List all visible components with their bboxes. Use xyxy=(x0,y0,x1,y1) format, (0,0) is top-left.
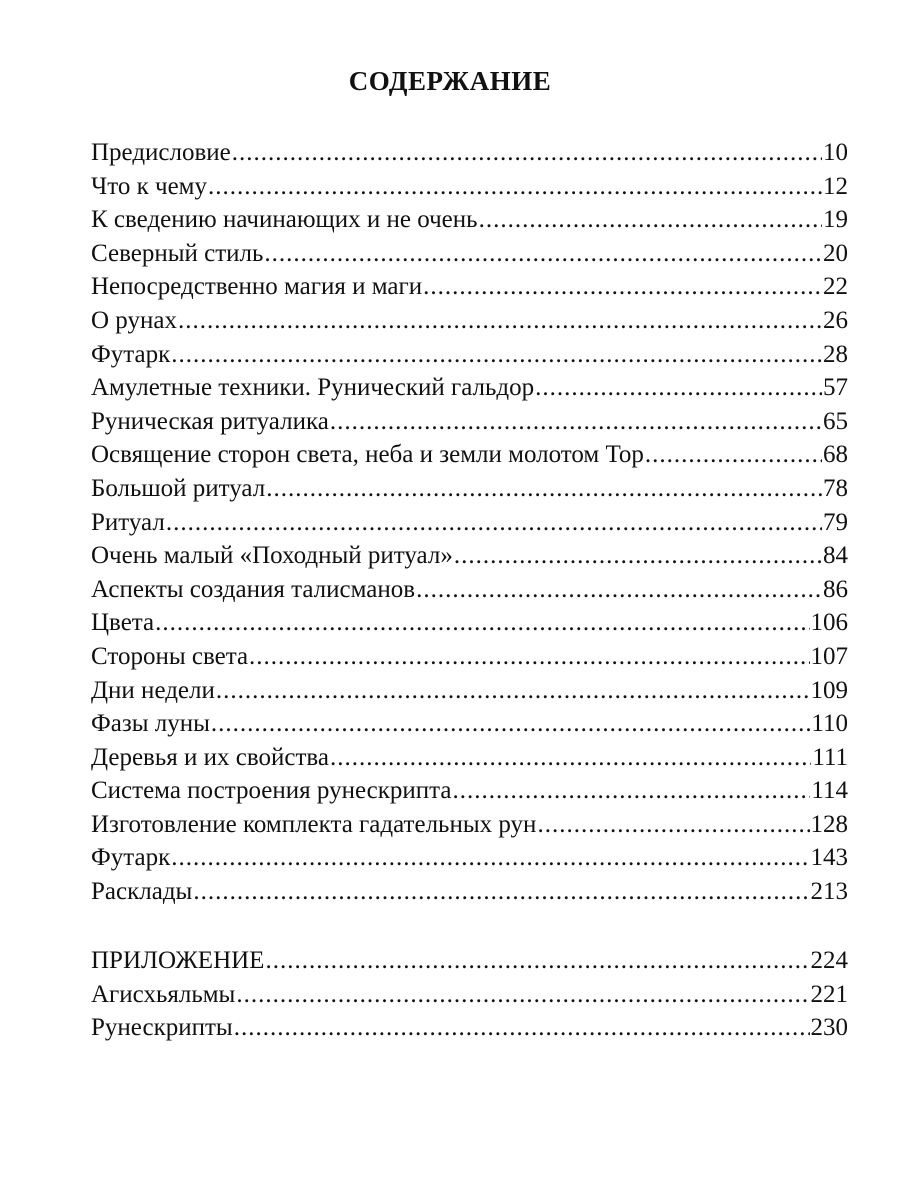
toc-entry xyxy=(91,640,848,674)
toc-entry-title: Освящение сторон света, неба и земли молотом Тор xyxy=(91,441,644,469)
toc-entry-page-number: 221 xyxy=(810,980,848,1008)
toc-entry-title: Большой ритуал xyxy=(91,474,266,502)
dot-leader xyxy=(535,371,822,405)
dot-leader xyxy=(178,304,822,338)
toc-entry-page-number: 224 xyxy=(810,947,848,974)
toc-entry-page-number: 26 xyxy=(823,306,848,334)
toc-entry xyxy=(91,944,848,978)
toc-entry-page-number: 10 xyxy=(823,139,848,166)
toc-entry-title: Что к чему xyxy=(91,172,207,200)
toc-entry-page-number: 107 xyxy=(810,642,848,670)
toc-entry-page-number: 78 xyxy=(823,474,848,502)
toc-entry-page-number: 22 xyxy=(823,273,848,301)
toc-entry-title: Северный стиль xyxy=(91,239,264,267)
toc-entry-page-number: 19 xyxy=(823,206,848,234)
table-of-contents xyxy=(91,136,848,909)
toc-entry-page-number: 65 xyxy=(823,407,848,435)
toc-entry-page-number: 28 xyxy=(823,340,848,368)
toc-entry-page-number: 230 xyxy=(810,1014,848,1042)
toc-entry xyxy=(91,170,848,204)
dot-leader xyxy=(232,136,822,170)
dot-leader xyxy=(249,640,809,674)
toc-entry-title: Непосредственно магия и маги xyxy=(91,273,423,301)
dot-leader xyxy=(453,774,811,808)
toc-entry xyxy=(91,405,848,439)
appendix-contents xyxy=(91,944,848,1045)
toc-entry-title: Футарк xyxy=(91,340,171,368)
toc-entry xyxy=(91,875,848,909)
toc-entry-page-number: 213 xyxy=(810,878,848,906)
toc-entry-page-number: 84 xyxy=(823,542,848,570)
toc-entry-page-number: 111 xyxy=(812,743,848,771)
toc-entry xyxy=(91,438,848,472)
toc-entry-title: Амулетные техники. Рунический гальдор xyxy=(91,374,535,402)
toc-entry-title: О рунах xyxy=(91,306,177,334)
toc-entry-title: Деревья и их свойства xyxy=(91,743,329,771)
toc-entry xyxy=(91,338,848,372)
toc-entry xyxy=(91,203,848,237)
toc-entry-title: Аспекты создания талисманов xyxy=(91,575,416,603)
dot-leader xyxy=(155,606,809,640)
toc-entry xyxy=(91,304,848,338)
toc-entry xyxy=(91,270,848,304)
dot-leader xyxy=(423,270,822,304)
dot-leader xyxy=(193,875,809,909)
dot-leader xyxy=(216,674,810,708)
dot-leader xyxy=(454,539,822,573)
toc-entry-title: Стороны света xyxy=(91,642,249,670)
toc-entry-title: Расклады xyxy=(91,878,193,906)
dot-leader xyxy=(266,472,822,506)
dot-leader xyxy=(236,978,809,1012)
dot-leader xyxy=(211,707,811,741)
toc-entry-title: Цвета xyxy=(91,609,155,637)
toc-entry xyxy=(91,136,848,170)
dot-leader xyxy=(208,170,822,204)
page-title: СОДЕРЖАНИЕ xyxy=(348,66,552,96)
toc-entry xyxy=(91,506,848,540)
dot-leader xyxy=(645,438,822,472)
toc-entry-page-number: 12 xyxy=(823,172,848,200)
toc-entry xyxy=(91,674,848,708)
toc-entry xyxy=(91,741,848,775)
toc-entry-page-number: 128 xyxy=(810,810,848,838)
dot-leader xyxy=(264,237,822,271)
toc-entry xyxy=(91,808,848,842)
dot-leader xyxy=(479,203,822,237)
toc-entry xyxy=(91,573,848,607)
toc-entry-page-number: 57 xyxy=(823,374,848,402)
toc-entry-title: Ритуал xyxy=(91,508,165,536)
dot-leader xyxy=(330,741,811,775)
toc-entry-page-number: 86 xyxy=(823,575,848,603)
toc-entry xyxy=(91,539,848,573)
toc-entry-page-number: 79 xyxy=(823,508,848,536)
toc-entry xyxy=(91,707,848,741)
toc-entry-page-number: 106 xyxy=(810,609,848,637)
toc-entry-page-number: 114 xyxy=(811,777,848,805)
toc-entry xyxy=(91,472,848,506)
toc-entry xyxy=(91,237,848,271)
toc-entry-title: ПРИЛОЖЕНИЕ xyxy=(91,947,265,974)
toc-entry-title: Дни недели xyxy=(91,676,215,704)
toc-entry-title: Рунескрипты xyxy=(91,1014,233,1042)
dot-leader xyxy=(171,841,809,875)
toc-entry-title: Фазы луны xyxy=(91,710,210,738)
toc-entry xyxy=(91,1011,848,1045)
dot-leader xyxy=(234,1011,810,1045)
dot-leader xyxy=(537,808,809,842)
dot-leader xyxy=(416,573,822,607)
toc-entry-title: Предисловие xyxy=(91,139,231,166)
toc-entry-page-number: 20 xyxy=(823,239,848,267)
toc-entry-title: К сведению начинающих и не очень xyxy=(91,206,478,234)
dot-leader xyxy=(330,405,822,439)
toc-entry xyxy=(91,841,848,875)
toc-entry-title: Очень малый «Походный ритуал» xyxy=(91,542,453,570)
dot-leader xyxy=(265,944,809,978)
toc-entry-title: Футарк xyxy=(91,844,171,872)
toc-entry-title: Изготовление комплекта гадательных рун xyxy=(91,810,537,838)
toc-entry xyxy=(91,774,848,808)
toc-entry-title: Агисхьяльмы xyxy=(91,980,236,1008)
toc-entry-page-number: 109 xyxy=(810,676,848,704)
dot-leader xyxy=(171,338,822,372)
toc-entry-page-number: 68 xyxy=(823,441,848,469)
dot-leader xyxy=(166,506,822,540)
toc-entry xyxy=(91,978,848,1012)
toc-entry-title: Руническая ритуалика xyxy=(91,407,329,435)
toc-entry xyxy=(91,606,848,640)
toc-entry xyxy=(91,371,848,405)
toc-entry-title: Система построения рунескрипта xyxy=(91,777,452,805)
toc-entry-page-number: 143 xyxy=(810,844,848,872)
toc-entry-page-number: 110 xyxy=(811,710,848,738)
